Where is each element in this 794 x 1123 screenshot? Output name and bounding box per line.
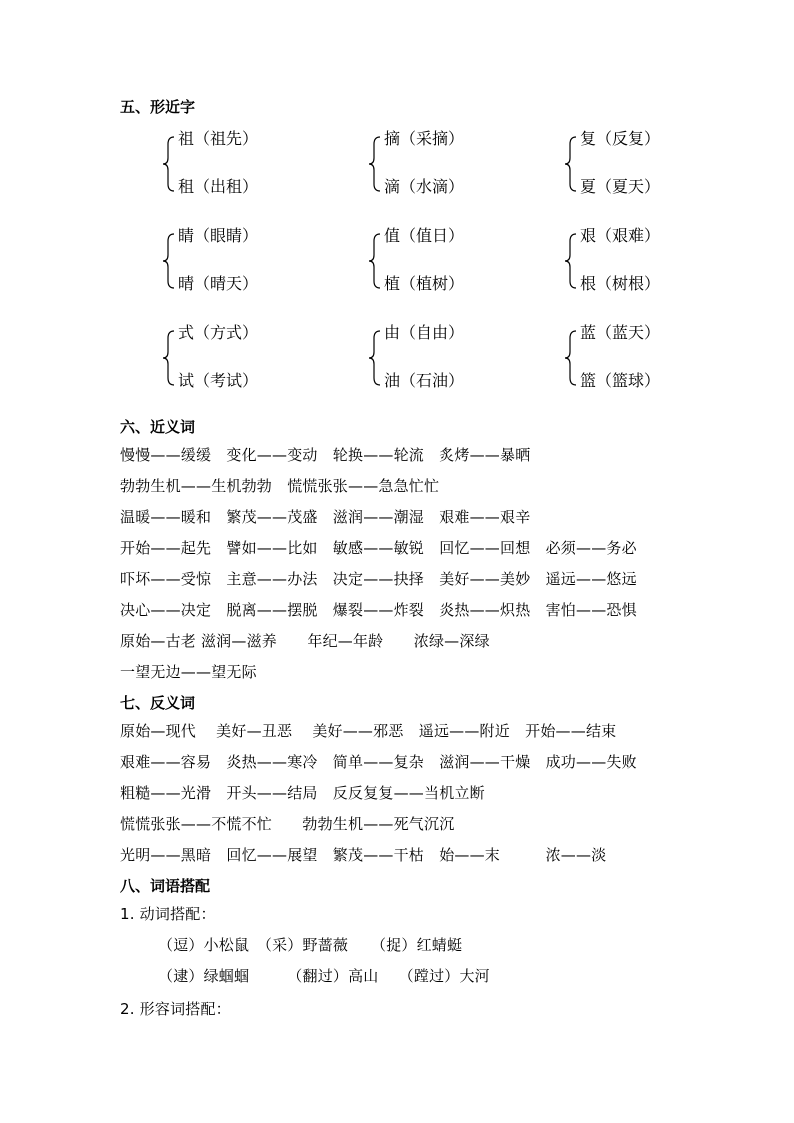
similar-char-group [564,129,714,196]
char-word-2: 植（植树） [384,274,465,293]
char-word-1: 摘（采摘） [384,129,465,148]
synonym-line: 开始——起先 譬如——比如 敏感——敏锐 回忆——回想 必须——务必 [120,539,637,557]
char-word-1: 艰（艰难） [580,226,661,245]
synonym-line: 原始—古老 滋润—滋养 年纪—年龄 浓绿—深绿 [120,632,490,650]
char-word-1: 由（自由） [384,323,465,342]
section-6-title: 六、近义词 [120,418,196,436]
char-word-2: 篮（篮球） [580,371,661,390]
brace-icon [162,233,176,289]
synonym-line: 勃勃生机——生机勃勃 慌慌张张——急急忙忙 [120,477,440,495]
subheading-adjective-collocation: 2. 形容词搭配： [120,1000,231,1018]
char-word-1: 复（反复） [580,129,661,148]
synonym-line: 一望无边——望无际 [120,663,257,681]
antonym-line: 艰难——容易 炎热——寒冷 简单——复杂 滋润——干燥 成功——失败 [120,753,637,771]
synonym-line: 决心——决定 脱离——摆脱 爆裂——炸裂 炎热——炽热 害怕——恐惧 [120,601,637,619]
char-word-2: 试（考试） [178,371,259,390]
synonym-line: 慢慢——缓缓 变化——变动 轮换——轮流 炙烤——暴晒 [120,446,531,464]
section-5-title: 五、形近字 [120,98,196,116]
brace-icon [368,233,382,289]
similar-char-group [368,129,518,196]
similar-char-group [368,226,518,293]
similar-char-group [564,323,714,390]
char-word-2: 油（石油） [384,371,465,390]
brace-icon [564,330,578,386]
antonym-line: 粗糙——光滑 开头——结局 反反复复——当机立断 [120,784,485,802]
char-word-2: 晴（晴天） [178,274,259,293]
char-word-2: 租（出租） [178,177,259,196]
antonym-line: 原始—现代 美好—丑恶 美好——邪恶 遥远——附近 开始——结束 [120,722,617,740]
char-word-1: 值（值日） [384,226,465,245]
char-word-2: 根（树根） [580,274,661,293]
similar-char-group [162,129,312,196]
char-word-1: 蓝（蓝天） [580,323,661,342]
collocation-line: （逗）小松鼠 （采）野蔷薇 （捉）红蜻蜓 [158,936,463,954]
brace-icon [162,330,176,386]
char-word-2: 夏（夏天） [580,177,661,196]
brace-icon [564,233,578,289]
char-word-1: 睛（眼睛） [178,226,259,245]
similar-char-group [368,323,518,390]
similar-char-group [162,323,312,390]
char-word-1: 式（方式） [178,323,259,342]
char-word-2: 滴（水滴） [384,177,465,196]
subheading-verb-collocation: 1. 动词搭配： [120,905,216,923]
section-8-title: 八、词语搭配 [120,877,211,895]
synonym-line: 吓坏——受惊 主意——办法 决定——抉择 美好——美妙 遥远——悠远 [120,570,637,588]
brace-icon [162,136,176,192]
brace-icon [564,136,578,192]
antonym-line: 慌慌张张——不慌不忙 勃勃生机——死气沉沉 [120,815,455,833]
similar-char-group [162,226,312,293]
char-word-1: 祖（祖先） [178,129,259,148]
collocation-line: （逮）绿蝈蝈 （翻过）高山 （蹚过）大河 [158,967,490,985]
antonym-line: 光明——黑暗 回忆——展望 繁茂——干枯 始——末 浓——淡 [120,846,607,864]
synonym-line: 温暖——暖和 繁茂——茂盛 滋润——潮湿 艰难——艰辛 [120,508,531,526]
section-7-title: 七、反义词 [120,694,196,712]
similar-char-group [564,226,714,293]
brace-icon [368,136,382,192]
brace-icon [368,330,382,386]
